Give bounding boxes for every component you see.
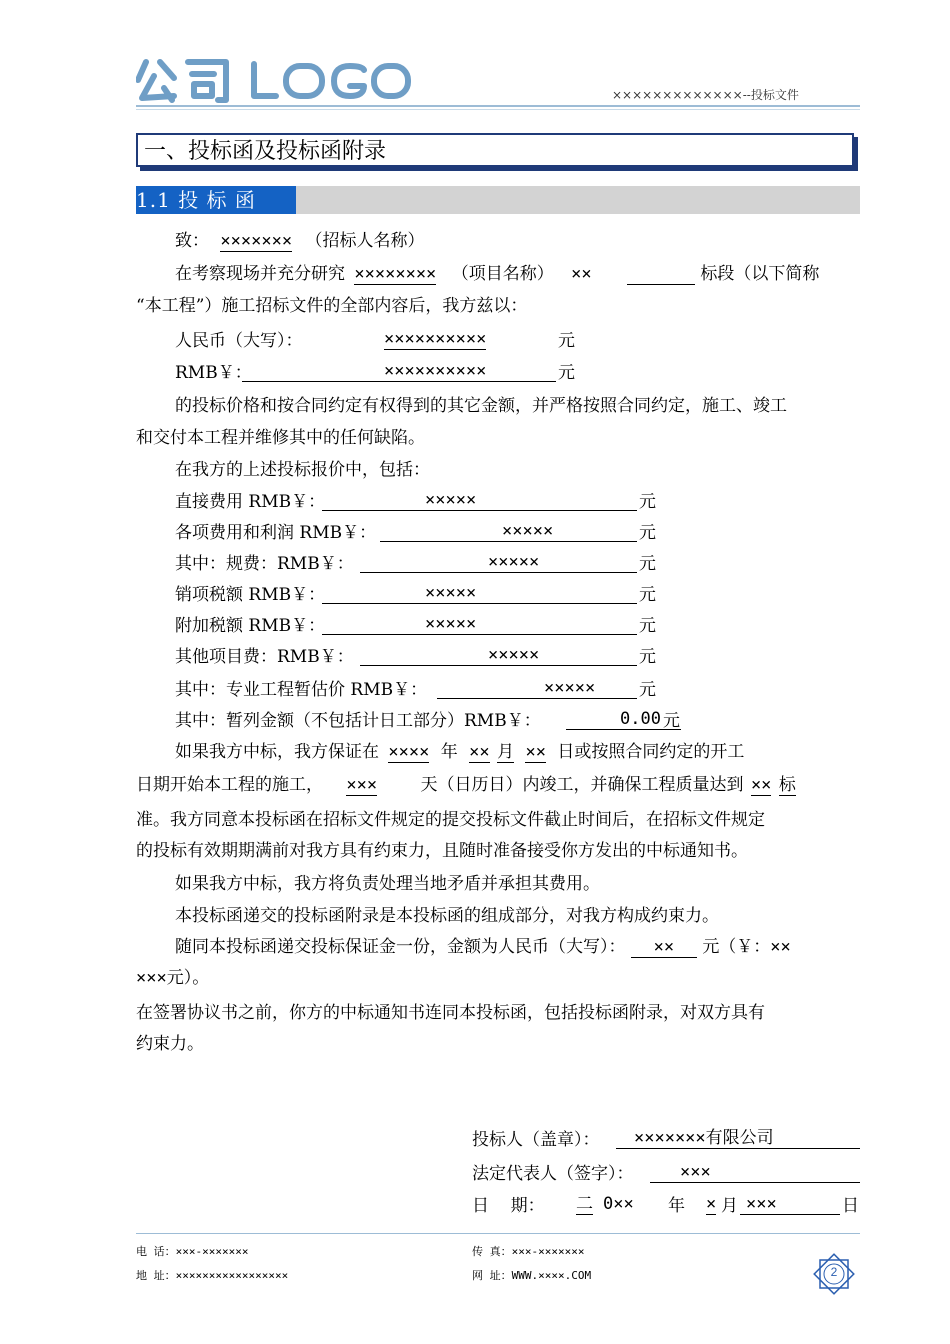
para-1-line-2: 和交付本工程并维修其中的任何缺陷。 <box>136 428 425 448</box>
company-logo <box>136 56 412 104</box>
bond-text: 随同本投标函递交投标保证金一份，金额为人民币（大写）： <box>175 937 626 957</box>
footer-fax: 传 真：×××-××××××× <box>472 1245 585 1258</box>
breakdown-label: 销项税额 RMB￥： <box>175 585 326 605</box>
date-day-unit: 日 <box>842 1196 859 1216</box>
quality-standard: ×× <box>750 775 772 795</box>
breakdown-label: 其中：规费：RMB￥： <box>175 554 354 574</box>
rmb-value: ×××××××××× <box>384 361 487 381</box>
breakdown-value: ××××× <box>425 614 477 634</box>
para-1-line-1: 的投标价格和按合同约定有权得到的其它金额，并严格按照合同约定，施工、竣工 <box>175 396 787 416</box>
breakdown-unit: 元 <box>639 680 656 700</box>
breakdown-label: 其中：暂列金额（不包括计日工部分）RMB￥： <box>175 711 541 731</box>
dispute-paragraph: 如果我方中标，我方将负责处理当地矛盾并承担其费用。 <box>175 874 600 894</box>
completion-month: ×× <box>469 742 490 762</box>
breakdown-label: 其中：专业工程暂估价 RMB￥： <box>175 680 428 700</box>
project-hint: （项目名称） <box>451 264 554 284</box>
final-line-1: 在签署协议书之前，你方的中标通知书连同本投标函，包括投标函附录，对双方具有 <box>136 1003 765 1023</box>
bidder-name: ×××××××有限公司 <box>634 1128 774 1148</box>
breakdown-line <box>322 614 637 635</box>
breakdown-unit: 元 <box>639 647 656 667</box>
footer-divider <box>136 1233 860 1234</box>
breakdown-value: ××××× <box>544 678 596 698</box>
breakdown-unit: 元 <box>639 492 656 512</box>
breakdown-unit: 元 <box>663 711 680 731</box>
schedule-text-3: 日期开始本工程的施工， <box>136 775 323 795</box>
header-divider-thin <box>136 109 860 110</box>
representative-label: 法定代表人（签字）： <box>472 1164 634 1184</box>
schedule-line-3: 准。我方同意本投标函在招标文件规定的提交投标文件截止时间后，在招标文件规定 <box>136 810 765 830</box>
breakdown-label: 其他项目费：RMB￥： <box>175 647 354 667</box>
recipient-line <box>175 231 424 252</box>
breakdown-unit: 元 <box>639 616 656 636</box>
rmb-upper-unit: 元 <box>558 331 575 351</box>
project-name: ×××××××× <box>354 264 437 284</box>
date-month-unit: 月 <box>721 1196 738 1216</box>
breakdown-value: ××××× <box>488 552 540 572</box>
breakdown-value: ××××× <box>425 583 477 603</box>
header-divider <box>136 105 860 107</box>
footer-phone: 电 话：×××-××××××× <box>136 1245 249 1258</box>
section-no: ×× <box>571 264 592 284</box>
date-label: 日 期： <box>472 1196 545 1216</box>
date-day: ××× <box>746 1194 777 1214</box>
footer-website: 网 址：WWW.××××.COM <box>472 1269 592 1282</box>
breakdown-value: ××××× <box>425 490 477 510</box>
intro-line-2: “本工程”）施工招标文件的全部内容后，我方兹以： <box>136 296 528 316</box>
date-year-prefix: 二 <box>576 1194 593 1214</box>
breakdown-value: 0.00 <box>620 709 661 729</box>
bond-amount-upper: ×× <box>631 937 697 958</box>
rmb-upper-label: 人民币（大写）： <box>175 331 303 351</box>
recipient-label: 致： <box>175 231 209 251</box>
breakdown-value: ××××× <box>488 645 540 665</box>
schedule-text: 如果我方中标，我方保证在 <box>175 742 379 762</box>
section-blank <box>627 264 695 285</box>
representative-name: ××× <box>680 1162 711 1182</box>
breakdown-line <box>322 583 637 604</box>
date-year-unit: 年 <box>668 1196 685 1216</box>
month-unit: 月 <box>497 742 515 762</box>
final-line-2: 约束力。 <box>136 1034 204 1054</box>
construction-days: ××× <box>346 775 378 795</box>
schedule-text-2: 日或按照合同约定的开工 <box>557 742 745 762</box>
subsection-title: 1.1 投 标 函 <box>136 188 256 212</box>
footer-address: 地 址：××××××××××××××××× <box>136 1269 289 1282</box>
breakdown-label: 直接费用 RMB￥： <box>175 492 326 512</box>
rmb-upper-value: ×××××××××× <box>384 329 487 349</box>
completion-year: ×××× <box>388 742 430 762</box>
breakdown-unit: 元 <box>639 585 656 605</box>
includes-label: 在我方的上述投标报价中，包括： <box>175 460 430 480</box>
breakdown-unit: 元 <box>639 523 656 543</box>
breakdown-line <box>322 490 637 511</box>
quality-unit: 标 <box>778 775 796 795</box>
schedule-line-4: 的投标有效期期满前对我方具有约束力，且随时准备接受你方发出的中标通知书。 <box>136 841 748 861</box>
intro-line-1 <box>175 264 819 285</box>
rmb-unit: 元 <box>558 363 575 383</box>
schedule-line-2 <box>136 775 796 796</box>
bond-line-1 <box>175 937 791 958</box>
date-month: × <box>706 1194 717 1214</box>
intro-text: 在考察现场并充分研究 <box>175 264 345 284</box>
bond-line-2: ×××元）。 <box>136 968 210 988</box>
breakdown-unit: 元 <box>639 554 656 574</box>
recipient-name: ××××××× <box>220 231 293 251</box>
bond-text-2: 元（￥：×× <box>702 937 791 957</box>
breakdown-value: ××××× <box>502 521 554 541</box>
completion-day: ×× <box>525 742 546 762</box>
breakdown-label: 各项费用和利润 RMB￥： <box>175 523 377 543</box>
breakdown-label: 附加税额 RMB￥： <box>175 616 326 636</box>
intro-text-2: 标段（以下简称 <box>700 264 820 284</box>
section-title: 一、投标函及投标函附录 <box>144 139 387 164</box>
date-year: 0×× <box>603 1194 634 1214</box>
rmb-label: RMB￥： <box>175 363 252 383</box>
year-unit: 年 <box>440 742 458 762</box>
recipient-hint: （招标人名称） <box>305 231 425 251</box>
appendix-paragraph: 本投标函递交的投标函附录是本投标函的组成部分，对我方构成约束力。 <box>175 906 719 926</box>
page-number: 2 <box>830 1265 838 1279</box>
schedule-text-4: 天（日历日）内竣工，并确保工程质量达到 <box>420 775 744 795</box>
bidder-label: 投标人（盖章）： <box>472 1130 600 1150</box>
page-number-badge <box>812 1252 856 1296</box>
document-label: ×××××××××××××--投标文件 <box>612 88 799 102</box>
schedule-line-1 <box>175 742 744 763</box>
breakdown-line <box>437 678 637 699</box>
